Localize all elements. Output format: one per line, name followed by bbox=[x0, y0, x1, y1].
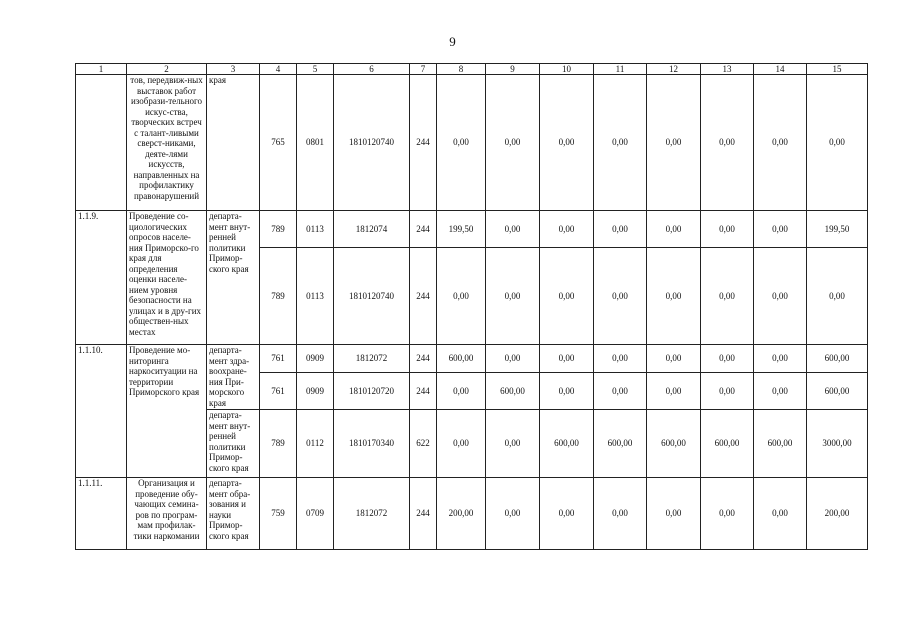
cell-value: 1810170340 bbox=[334, 410, 410, 478]
cell-value: 789 bbox=[260, 248, 297, 345]
cell-value: 199,50 bbox=[437, 211, 486, 248]
column-header: 11 bbox=[594, 64, 647, 75]
item-code: 1.1.11. bbox=[76, 478, 127, 550]
cell-value: 0,00 bbox=[647, 211, 701, 248]
cell-value: 761 bbox=[260, 345, 297, 373]
cell-value: 789 bbox=[260, 211, 297, 248]
cell-value: 600,00 bbox=[807, 345, 868, 373]
table-row bbox=[76, 211, 868, 248]
cell-value: 0,00 bbox=[701, 345, 754, 373]
column-header: 13 bbox=[701, 64, 754, 75]
cell-value: 244 bbox=[410, 373, 437, 410]
cell-value: 0,00 bbox=[754, 75, 807, 211]
column-header: 12 bbox=[647, 64, 701, 75]
column-header: 6 bbox=[334, 64, 410, 75]
cell-value: 0,00 bbox=[754, 211, 807, 248]
cell-value: 0,00 bbox=[540, 345, 594, 373]
cell-value: 0,00 bbox=[701, 75, 754, 211]
column-header: 8 bbox=[437, 64, 486, 75]
cell-value: 0,00 bbox=[701, 211, 754, 248]
cell-value: 761 bbox=[260, 373, 297, 410]
column-header: 7 bbox=[410, 64, 437, 75]
item-executor: департа-мент внут-ренней политики Примор-ского края bbox=[207, 410, 260, 478]
cell-value: 0909 bbox=[297, 373, 334, 410]
cell-value: 0,00 bbox=[540, 248, 594, 345]
item-executor: департа-мент здра-воохране-ния При-морского края bbox=[207, 345, 260, 410]
cell-value: 0,00 bbox=[437, 373, 486, 410]
cell-value: 0,00 bbox=[486, 248, 540, 345]
column-header: 14 bbox=[754, 64, 807, 75]
cell-value: 1812072 bbox=[334, 345, 410, 373]
table-row bbox=[76, 345, 868, 373]
cell-value: 244 bbox=[410, 75, 437, 211]
cell-value: 0801 bbox=[297, 75, 334, 211]
table-row bbox=[76, 478, 868, 550]
cell-value: 0,00 bbox=[701, 373, 754, 410]
column-header: 1 bbox=[76, 64, 127, 75]
cell-value: 1810120740 bbox=[334, 248, 410, 345]
budget-table bbox=[75, 63, 868, 550]
cell-value: 1810120720 bbox=[334, 373, 410, 410]
cell-value: 199,50 bbox=[807, 211, 868, 248]
cell-value: 765 bbox=[260, 75, 297, 211]
cell-value: 0,00 bbox=[701, 248, 754, 345]
cell-value: 0,00 bbox=[594, 373, 647, 410]
cell-value: 244 bbox=[410, 248, 437, 345]
cell-value: 0112 bbox=[297, 410, 334, 478]
cell-value: 0,00 bbox=[594, 248, 647, 345]
cell-value: 600,00 bbox=[807, 373, 868, 410]
cell-value: 600,00 bbox=[647, 410, 701, 478]
cell-value: 200,00 bbox=[437, 478, 486, 550]
cell-value: 0,00 bbox=[540, 75, 594, 211]
cell-value: 0,00 bbox=[437, 248, 486, 345]
column-header: 10 bbox=[540, 64, 594, 75]
item-name: тов, передвиж-ных выставок работ изобрази-тельного искус-ства, творческих встреч с талант-ливыми сверст-никами, деяте-лями искусств, направленных на профилактику правонарушений bbox=[127, 75, 207, 211]
cell-value: 244 bbox=[410, 211, 437, 248]
cell-value: 0,00 bbox=[486, 345, 540, 373]
cell-value: 1812072 bbox=[334, 478, 410, 550]
cell-value: 600,00 bbox=[701, 410, 754, 478]
cell-value: 0113 bbox=[297, 211, 334, 248]
cell-value: 0,00 bbox=[437, 410, 486, 478]
column-header: 4 bbox=[260, 64, 297, 75]
cell-value: 0,00 bbox=[594, 75, 647, 211]
item-code bbox=[76, 75, 127, 211]
cell-value: 0,00 bbox=[594, 478, 647, 550]
cell-value: 0,00 bbox=[807, 248, 868, 345]
column-header: 5 bbox=[297, 64, 334, 75]
cell-value: 1812074 bbox=[334, 211, 410, 248]
cell-value: 0,00 bbox=[647, 373, 701, 410]
cell-value: 0709 bbox=[297, 478, 334, 550]
cell-value: 0,00 bbox=[486, 75, 540, 211]
cell-value: 0,00 bbox=[754, 345, 807, 373]
column-header: 3 bbox=[207, 64, 260, 75]
cell-value: 244 bbox=[410, 345, 437, 373]
cell-value: 0,00 bbox=[754, 373, 807, 410]
table-row bbox=[76, 75, 868, 211]
header-row bbox=[76, 64, 868, 75]
cell-value: 0,00 bbox=[701, 478, 754, 550]
cell-value: 200,00 bbox=[807, 478, 868, 550]
cell-value: 3000,00 bbox=[807, 410, 868, 478]
cell-value: 0,00 bbox=[647, 75, 701, 211]
item-executor: департа-мент обра-зования и науки Примор-ского края bbox=[207, 478, 260, 550]
cell-value: 0,00 bbox=[486, 410, 540, 478]
item-code: 1.1.9. bbox=[76, 211, 127, 345]
cell-value: 0113 bbox=[297, 248, 334, 345]
cell-value: 0,00 bbox=[594, 345, 647, 373]
item-name: Организация и проведение обу-чающих семина-ров по програм-мам профилак-тики наркомании bbox=[127, 478, 207, 550]
cell-value: 622 bbox=[410, 410, 437, 478]
cell-value: 0,00 bbox=[754, 248, 807, 345]
column-header: 15 bbox=[807, 64, 868, 75]
cell-value: 244 bbox=[410, 478, 437, 550]
cell-value: 789 bbox=[260, 410, 297, 478]
item-code: 1.1.10. bbox=[76, 345, 127, 478]
page-number: 9 bbox=[449, 34, 456, 49]
item-name: Проведение мо-ниторинга наркоситуации на территории Приморского края bbox=[127, 345, 207, 478]
cell-value: 600,00 bbox=[754, 410, 807, 478]
cell-value: 1810120740 bbox=[334, 75, 410, 211]
cell-value: 600,00 bbox=[594, 410, 647, 478]
cell-value: 0909 bbox=[297, 345, 334, 373]
cell-value: 0,00 bbox=[540, 211, 594, 248]
cell-value: 0,00 bbox=[540, 478, 594, 550]
cell-value: 0,00 bbox=[486, 478, 540, 550]
item-executor: края bbox=[207, 75, 260, 211]
item-name: Проведение со-циологических опросов населе-ния Приморско-го края для определения оценки населе-нием уровня безопасности на улицах и в дру-гих обществен-ных местах bbox=[127, 211, 207, 345]
cell-value: 600,00 bbox=[486, 373, 540, 410]
column-header: 2 bbox=[127, 64, 207, 75]
cell-value: 0,00 bbox=[437, 75, 486, 211]
cell-value: 0,00 bbox=[754, 478, 807, 550]
cell-value: 759 bbox=[260, 478, 297, 550]
cell-value: 0,00 bbox=[807, 75, 868, 211]
cell-value: 0,00 bbox=[647, 345, 701, 373]
column-header: 9 bbox=[486, 64, 540, 75]
item-executor: департа-мент внут-ренней политики Примор-ского края bbox=[207, 211, 260, 345]
cell-value: 0,00 bbox=[540, 373, 594, 410]
cell-value: 0,00 bbox=[594, 211, 647, 248]
cell-value: 0,00 bbox=[647, 478, 701, 550]
cell-value: 600,00 bbox=[437, 345, 486, 373]
cell-value: 600,00 bbox=[540, 410, 594, 478]
cell-value: 0,00 bbox=[647, 248, 701, 345]
cell-value: 0,00 bbox=[486, 211, 540, 248]
